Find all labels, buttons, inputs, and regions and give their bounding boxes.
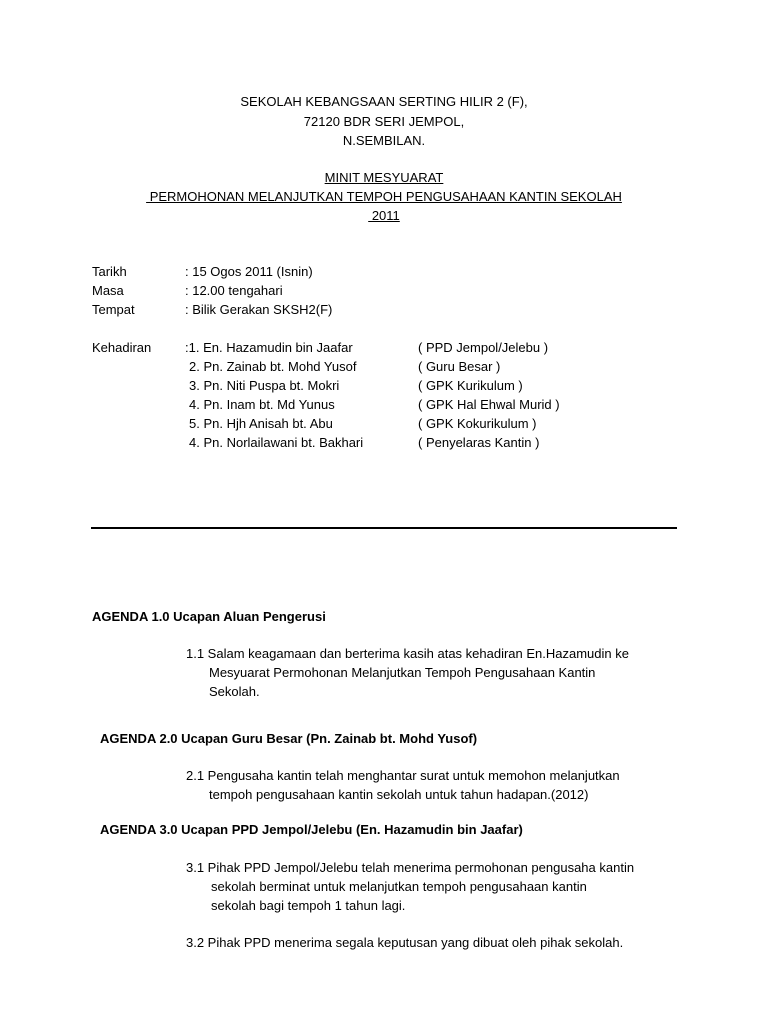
- agenda-item-line: Mesyuarat Permohonan Melanjutkan Tempoh Pengusahaan Kantin: [209, 665, 596, 680]
- attendee-name: 2. Pn. Zainab bt. Mohd Yusof: [189, 359, 357, 374]
- attendee-name: 3. Pn. Niti Puspa bt. Mokri: [189, 378, 340, 393]
- attendance-label: Kehadiran: [92, 340, 152, 355]
- agenda-item-line: sekolah bagi tempoh 1 tahun lagi.: [211, 898, 406, 913]
- attendee-name: :1. En. Hazamudin bin Jaafar: [185, 340, 353, 355]
- time-label: Masa: [92, 283, 124, 298]
- agenda-heading: AGENDA 2.0 Ucapan Guru Besar (Pn. Zainab bt. Mohd Yusof): [100, 731, 478, 746]
- attendee-role: ( PPD Jempol/Jelebu ): [418, 340, 549, 355]
- agenda-item-line: 3.1 Pihak PPD Jempol/Jelebu telah menerima permohonan pengusaha kantin: [186, 860, 635, 875]
- attendee-role: ( Penyelaras Kantin ): [418, 435, 540, 450]
- attendee-name: 4. Pn. Inam bt. Md Yunus: [189, 397, 335, 412]
- attendee-name: 5. Pn. Hjh Anisah bt. Abu: [189, 416, 333, 431]
- doc-subtitle: [0, 189, 768, 205]
- date-label: Tarikh: [92, 264, 127, 279]
- place-label: Tempat: [92, 302, 135, 317]
- doc-year-text: 2011: [368, 208, 400, 223]
- attendee-role: ( GPK Kokurikulum ): [418, 416, 537, 431]
- doc-title-text: MINIT MESYUARAT: [324, 170, 444, 185]
- doc-title: [0, 170, 768, 186]
- attendee-role: ( Guru Besar ): [418, 359, 501, 374]
- attendee-role: ( GPK Hal Ehwal Murid ): [418, 397, 560, 412]
- attendee-role: ( GPK Kurikulum ): [418, 378, 523, 393]
- doc-year: [0, 208, 768, 224]
- doc-subtitle-text: PERMOHONAN MELANJUTKAN TEMPOH PENGUSAHAAN KANTIN SEKOLAH: [146, 189, 622, 204]
- section-divider: [91, 527, 677, 529]
- agenda-item-line: 3.2 Pihak PPD menerima segala keputusan yang dibuat oleh pihak sekolah.: [186, 935, 624, 950]
- school-address: 72120 BDR SERI JEMPOL,: [303, 114, 465, 129]
- agenda-heading: AGENDA 3.0 Ucapan PPD Jempol/Jelebu (En. Hazamudin bin Jaafar): [100, 822, 523, 837]
- agenda-item-line: 1.1 Salam keagamaan dan berterima kasih atas kehadiran En.Hazamudin ke: [186, 646, 629, 661]
- date-value: : 15 Ogos 2011 (Isnin): [185, 264, 313, 279]
- agenda-item-line: tempoh pengusahaan kantin sekolah untuk tahun hadapan.(2012): [209, 787, 589, 802]
- attendee-name: 4. Pn. Norlailawani bt. Bakhari: [189, 435, 364, 450]
- agenda-heading: AGENDA 1.0 Ucapan Aluan Pengerusi: [92, 609, 326, 624]
- time-value: : 12.00 tengahari: [185, 283, 283, 298]
- agenda-item-line: 2.1 Pengusaha kantin telah menghantar surat untuk memohon melanjutkan: [186, 768, 620, 783]
- school-state: N.SEMBILAN.: [342, 133, 426, 148]
- school-name: SEKOLAH KEBANGSAAN SERTING HILIR 2 (F),: [240, 94, 528, 109]
- agenda-item-line: sekolah berminat untuk melanjutkan tempoh pengusahaan kantin: [211, 879, 587, 894]
- place-value: : Bilik Gerakan SKSH2(F): [185, 302, 333, 317]
- agenda-item-line: Sekolah.: [209, 684, 260, 699]
